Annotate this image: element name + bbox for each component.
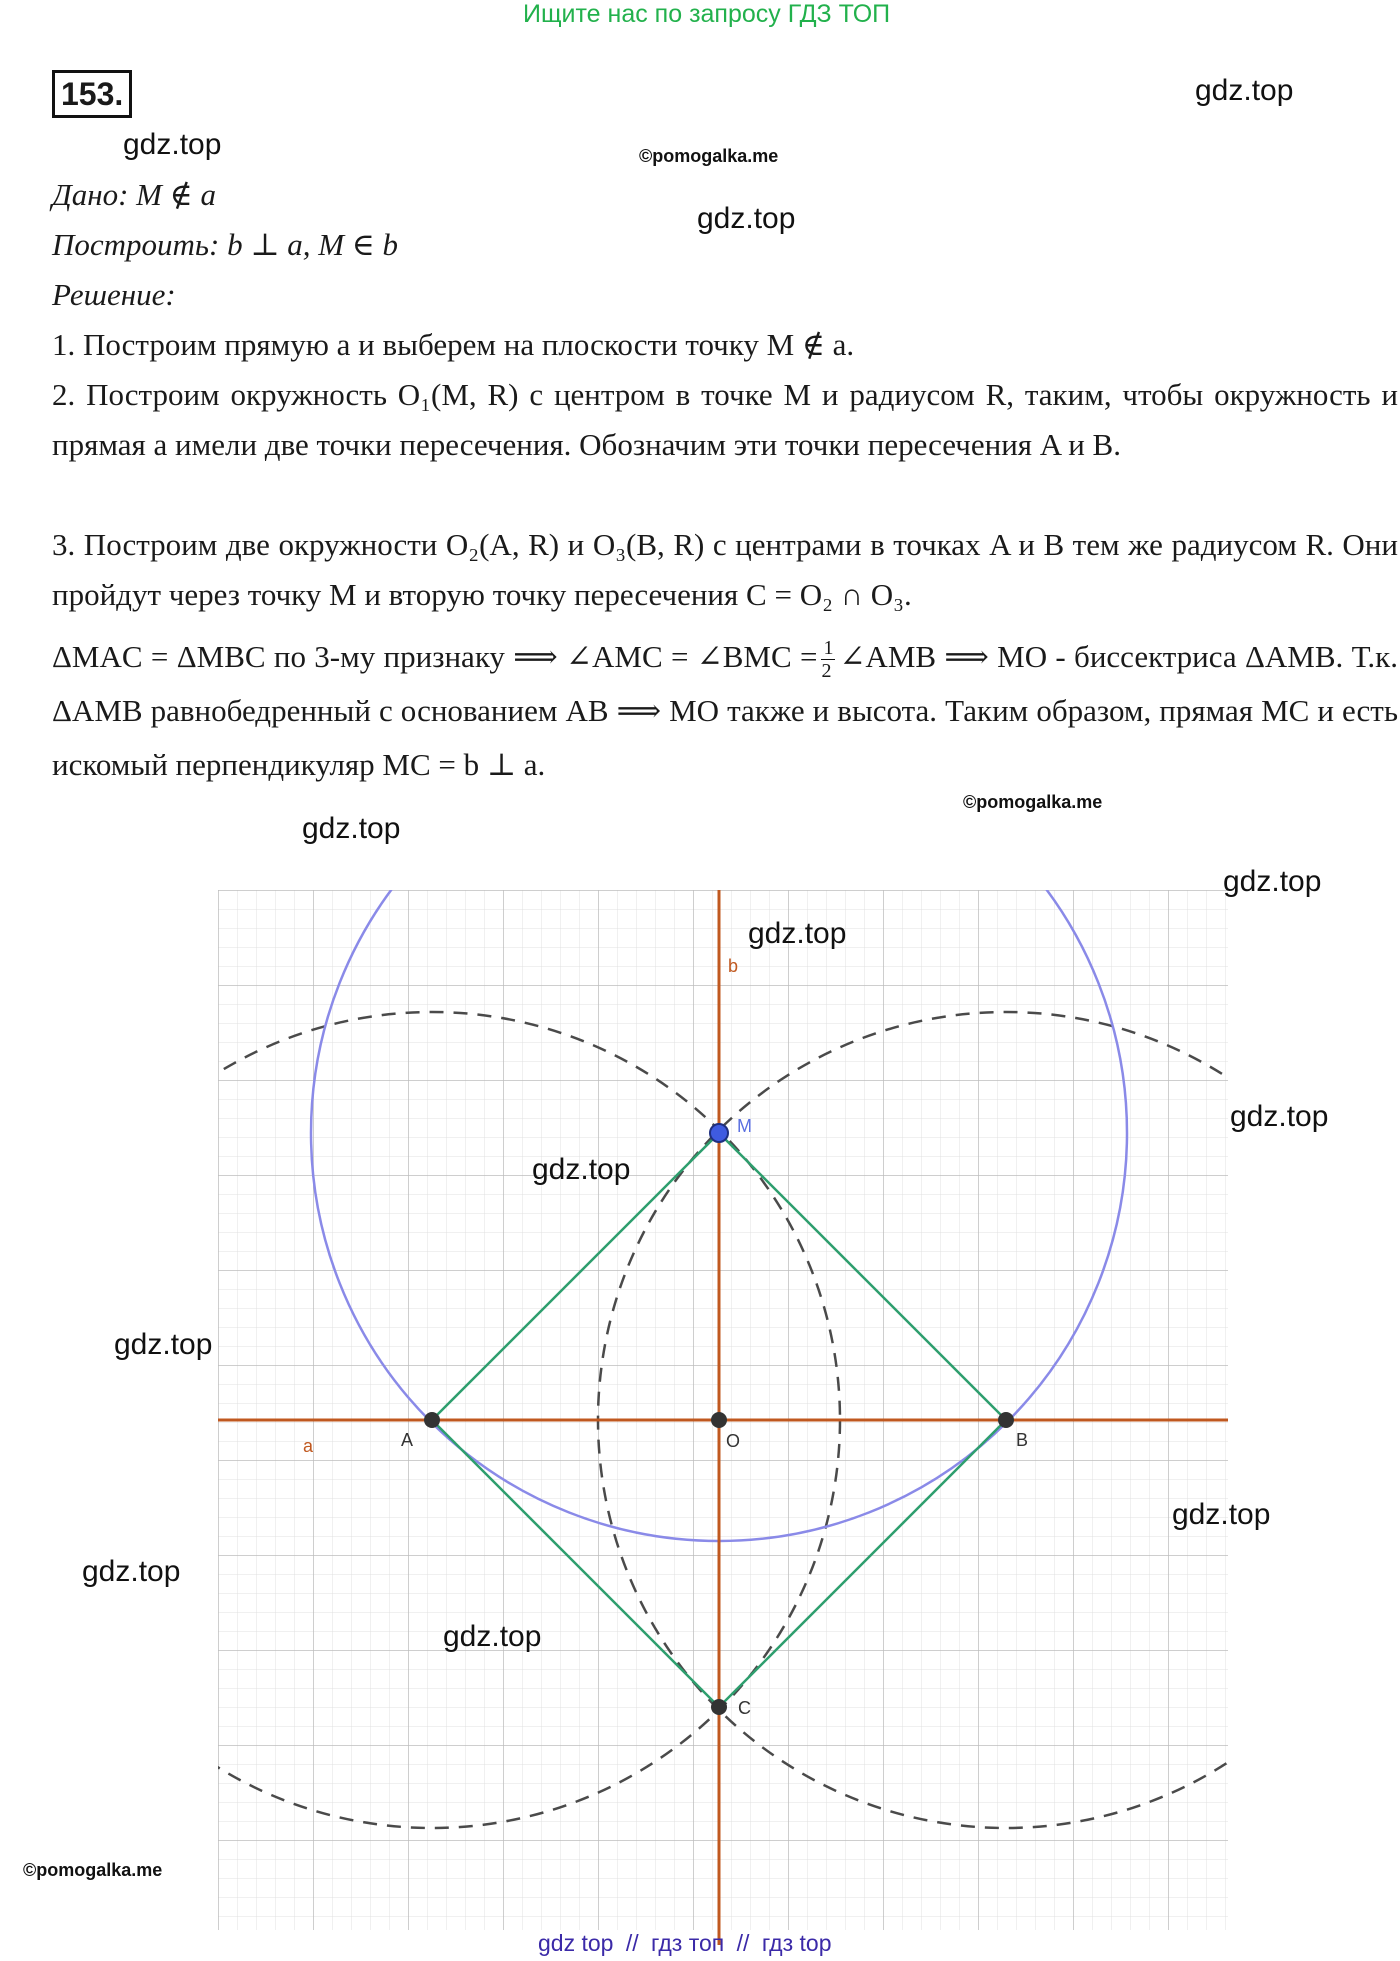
label-c: C <box>738 1698 751 1718</box>
construct-expr: : b ⊥ a, M ∈ b <box>209 227 399 262</box>
point-m <box>710 1124 728 1142</box>
footer-link-gdz-top[interactable]: gdz top <box>538 1930 614 1956</box>
given-expr: : M ∉ a <box>118 177 216 212</box>
watermark-text: gdz.top <box>1172 1498 1271 1531</box>
watermark-text: gdz.top <box>82 1555 181 1588</box>
footer-links <box>538 1930 832 1957</box>
footer-separator: // <box>736 1930 750 1956</box>
footer-separator: // <box>625 1930 639 1956</box>
watermark-text: gdz.top <box>114 1328 213 1361</box>
watermark-text: gdz.top <box>443 1620 542 1653</box>
fraction-numerator: 1 <box>823 637 834 660</box>
label-o: O <box>726 1431 741 1451</box>
label-m: M <box>737 1116 752 1136</box>
construct-label: Построить <box>52 227 210 262</box>
watermark-text: gdz.top <box>1230 1100 1329 1133</box>
step-3: 3. Построим две окружности O₂(A, R) и O₃(B, R) с центрами в точках A и B тем же радиусом R. Они пройдут через точку M и вторую точку пересечения C = O₂ ∩ O₃. <box>52 527 1398 612</box>
label-a: A <box>401 1430 414 1450</box>
watermark-text: gdz.top <box>123 128 222 161</box>
step-2: 2. Построим окружность O₁(M, R) с центром в точке M и радиусом R, таким, чтобы окружность и прямая a имели две точки пересечения. Обозначим эти точки пересечения A и B. <box>52 377 1398 462</box>
solution-label: Решение: <box>52 277 176 312</box>
top-banner: Ищите нас по запросу ГДЗ ТОП <box>523 0 891 28</box>
point-a <box>424 1412 440 1428</box>
step-4-post: ∠AMB ⟹ MO - биссектриса ΔAMB. Т.к. ΔAMB равнобедренный с основанием AB ⟹ MO также и высота. Таким образом, прямая MC и есть искомый перпендикуляр MC = b ⊥ a. <box>52 639 1398 782</box>
copyright-text: ©pomogalka.me <box>639 146 779 166</box>
label-line-a: a <box>303 1436 314 1456</box>
watermark-text: gdz.top <box>1195 74 1294 107</box>
watermark-text: gdz.top <box>532 1153 631 1186</box>
label-b: B <box>1016 1430 1029 1450</box>
label-line-b: b <box>728 956 739 976</box>
copyright-text: ©pomogalka.me <box>23 1860 163 1880</box>
watermark-text: gdz.top <box>697 202 796 235</box>
grid-major <box>218 890 1228 1930</box>
point-o <box>711 1412 727 1428</box>
watermark-text: gdz.top <box>302 812 401 845</box>
fraction-denominator: 2 <box>821 660 832 683</box>
watermark-text: gdz.top <box>748 917 847 950</box>
given-label: Дано <box>52 177 119 212</box>
copyright-text: ©pomogalka.me <box>963 792 1103 812</box>
step-4-pre: ΔMAC = ΔMBC по 3-му признаку ⟹ ∠AMC = ∠BMC = <box>52 639 818 674</box>
watermark-text: gdz.top <box>1223 865 1322 898</box>
point-b <box>998 1412 1014 1428</box>
step-1: 1. Построим прямую a и выберем на плоскости точку M ∉ a. <box>52 327 855 362</box>
footer-link-gdz-top-mixed[interactable]: гдз top <box>761 1930 832 1956</box>
footer-link-gdz-top-ru[interactable]: гдз топ <box>651 1930 725 1956</box>
point-c <box>711 1699 727 1715</box>
problem-number: 153. <box>52 70 132 118</box>
